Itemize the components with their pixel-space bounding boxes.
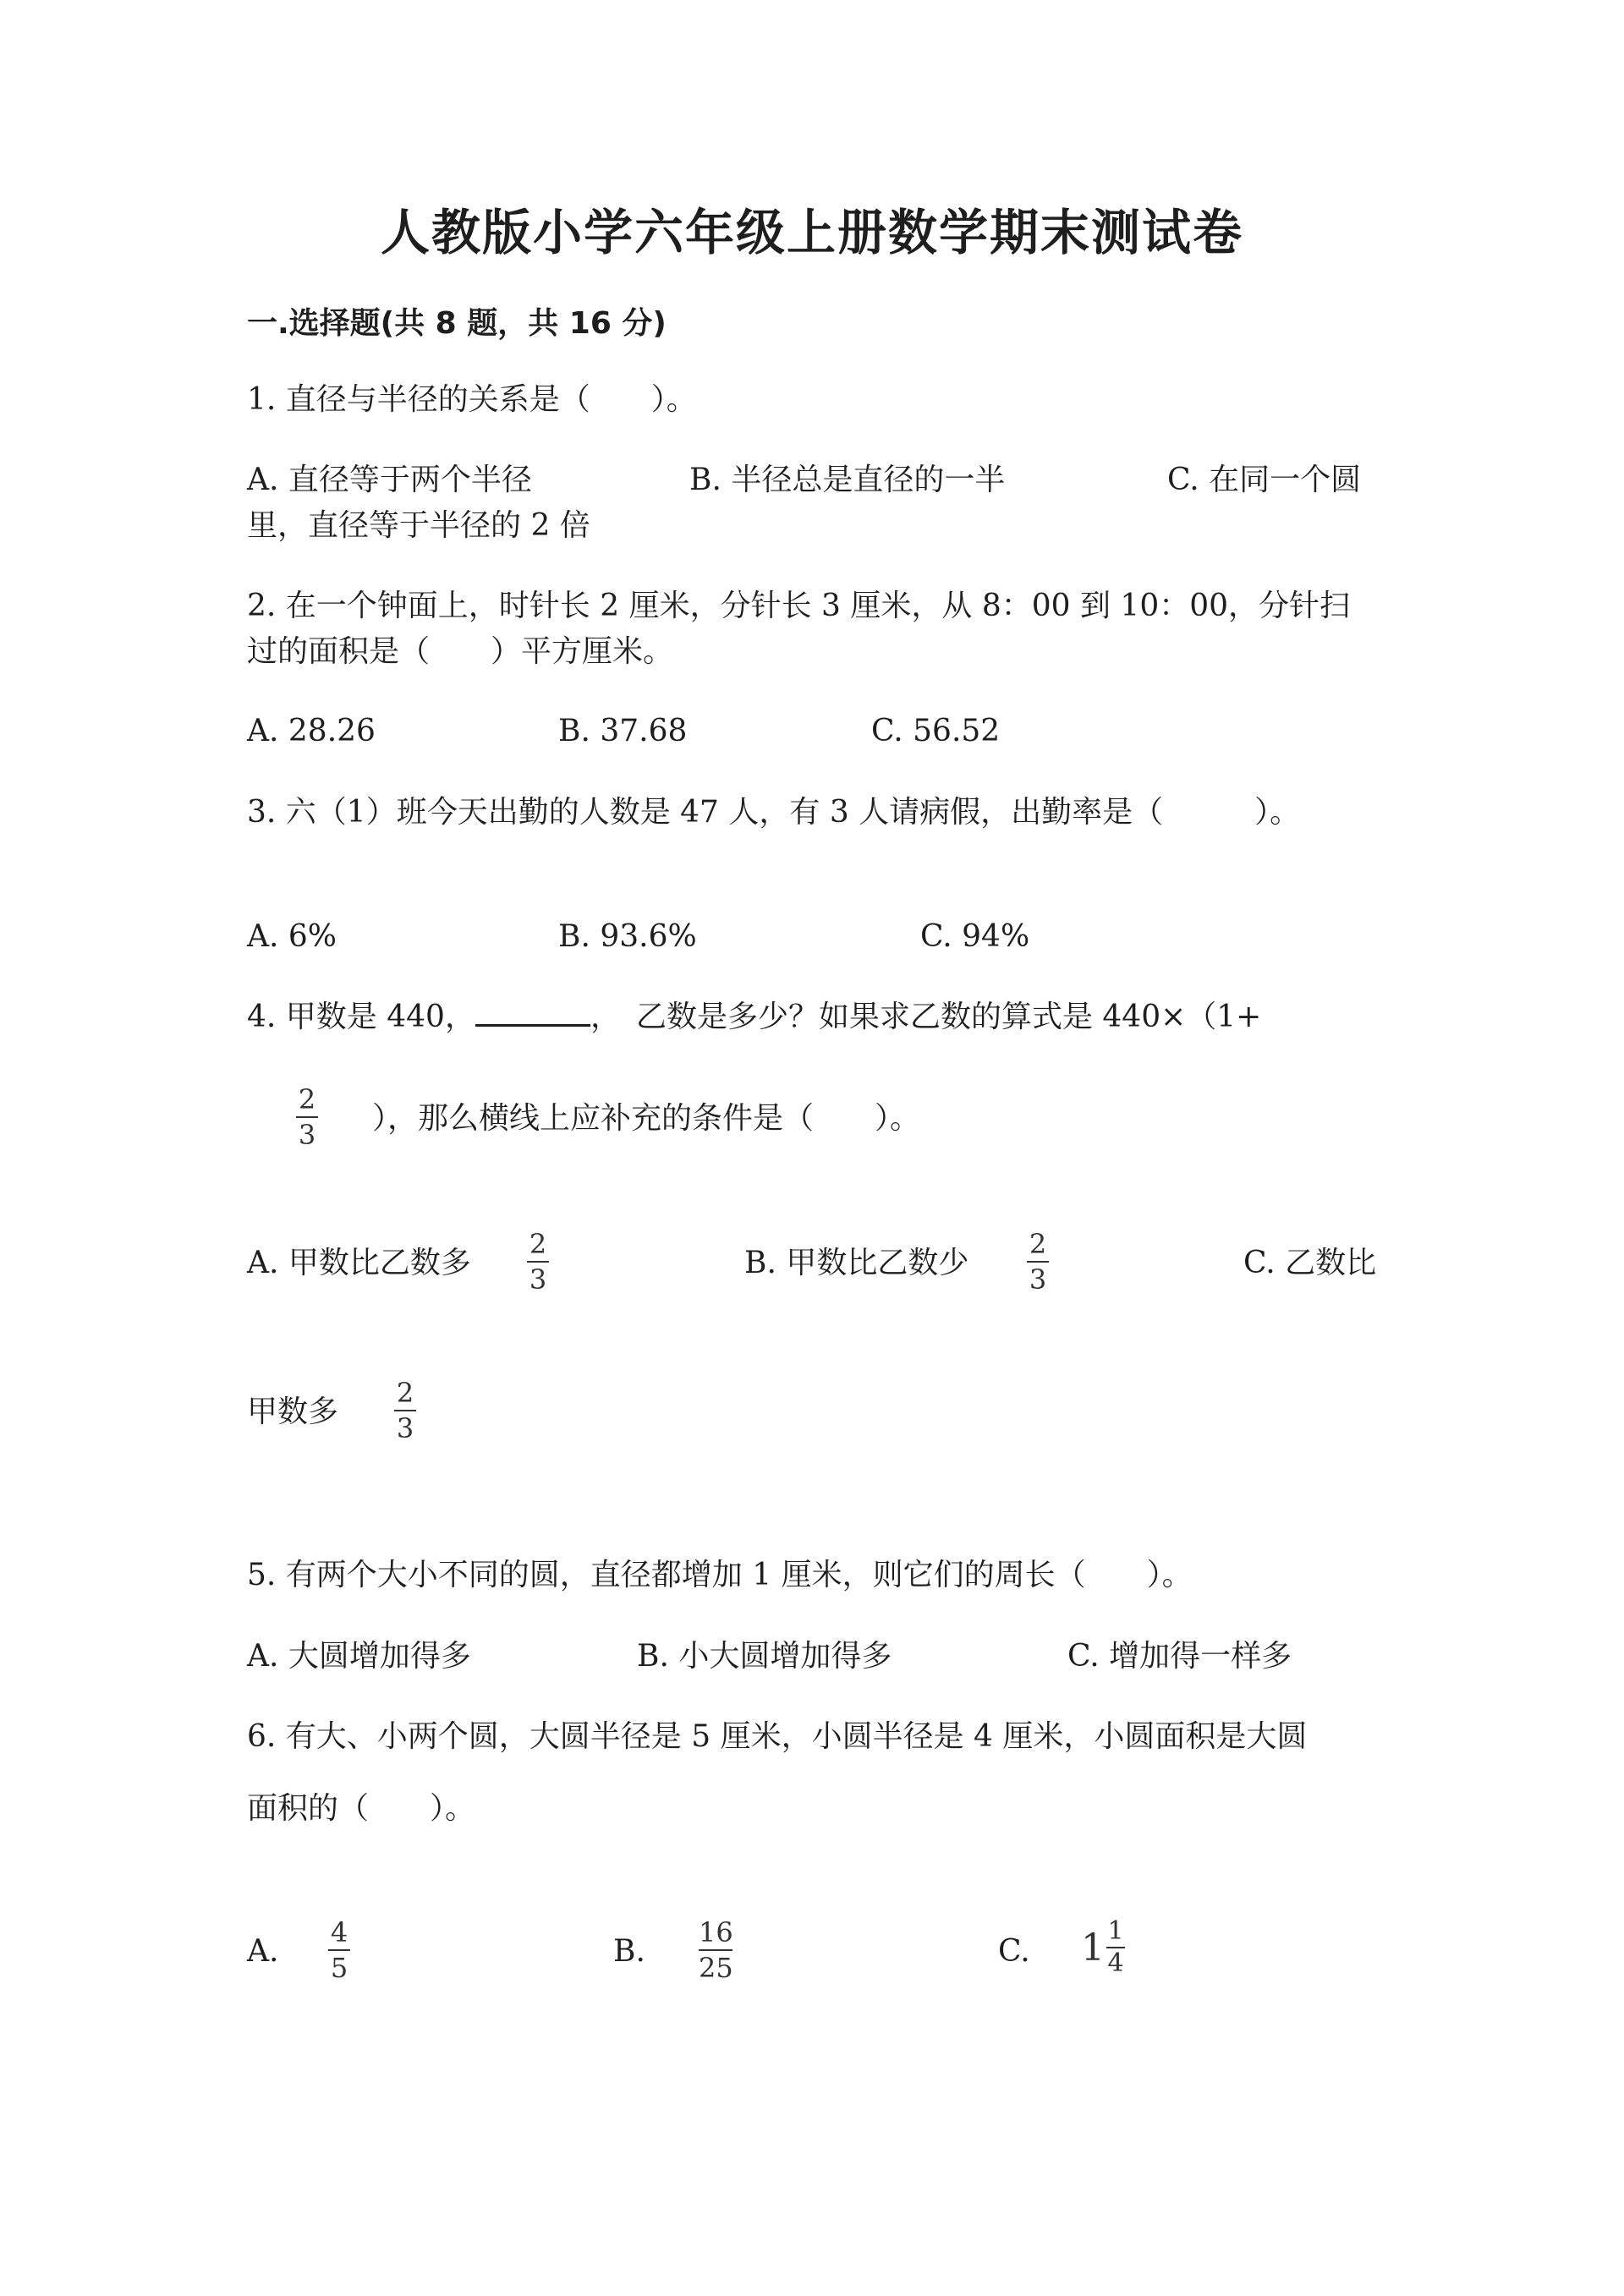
section-heading: 一.选择题(共 8 题，共 16 分) <box>247 306 667 341</box>
question-4-stem-line1 <box>247 995 1261 1040</box>
question-4-option-a[interactable]: A. 甲数比乙数多 <box>247 1246 471 1280</box>
question-3-option-a[interactable]: A. 6% <box>247 919 337 954</box>
question-3-option-b[interactable]: B. 93.6% <box>558 919 697 954</box>
question-4-stem-line2: ），那么横线上应补充的条件是（ ）。 <box>372 1101 921 1136</box>
question-6-option-c-mixed-number <box>1081 1918 1125 1977</box>
question-4-option-b[interactable]: B. 甲数比乙数少 <box>744 1246 969 1280</box>
question-2-option-c[interactable]: C. 56.52 <box>871 714 1001 748</box>
fraction-numerator: 2 <box>529 1228 547 1260</box>
question-4-option-a-fraction <box>527 1229 549 1295</box>
question-6-option-a[interactable]: A. <box>247 1934 279 1969</box>
question-4-option-c-fraction <box>394 1378 416 1444</box>
question-6-option-a-fraction <box>328 1917 350 1983</box>
fraction-numerator: 1 <box>1107 1916 1124 1946</box>
question-6-option-b-fraction <box>699 1917 733 1983</box>
question-4-stem-part2: ， 乙数是多少？如果求乙数的算式是 440×（1+ <box>590 1000 1262 1034</box>
fraction-denominator: 5 <box>330 1952 348 1984</box>
fraction-numerator: 2 <box>298 1083 316 1115</box>
fraction-numerator: 2 <box>1029 1228 1047 1260</box>
question-6-option-b[interactable]: B. <box>613 1934 645 1969</box>
question-3-option-c[interactable]: C. 94% <box>920 919 1030 954</box>
fraction-denominator: 3 <box>1029 1263 1047 1296</box>
question-2-stem-line1: 2. 在一个钟面上，时针长 2 厘米，分针长 3 厘米，从 8：00 到 10：00，分针扫 <box>247 589 1351 623</box>
fraction-numerator: 4 <box>330 1916 348 1948</box>
question-5-option-c[interactable]: C. 增加得一样多 <box>1067 1639 1292 1674</box>
question-1-option-b[interactable]: B. 半径总是直径的一半 <box>689 463 1006 497</box>
question-4-option-c[interactable]: C. 乙数比 <box>1243 1246 1377 1280</box>
question-2-stem-line2: 过的面积是（ ）平方厘米。 <box>247 634 674 669</box>
question-4-blank <box>475 995 590 1027</box>
fraction-denominator: 3 <box>529 1263 547 1296</box>
question-1-option-c[interactable]: C. 在同一个圆 <box>1167 463 1362 497</box>
question-4-stem-fraction <box>296 1084 318 1150</box>
question-2-option-b[interactable]: B. 37.68 <box>558 714 688 748</box>
question-3-stem: 3. 六（1）班今天出勤的人数是 47 人，有 3 人请病假，出勤率是（ ）。 <box>247 795 1301 830</box>
fraction-numerator: 2 <box>396 1377 414 1409</box>
question-5-option-b[interactable]: B. 小大圆增加得多 <box>637 1639 892 1674</box>
question-1-option-a[interactable]: A. 直径等于两个半径 <box>247 463 532 497</box>
question-4-stem-part1: 4. 甲数是 440， <box>247 1000 475 1034</box>
page-title: 人教版小学六年级上册数学期末测试卷 <box>380 204 1243 261</box>
question-4-option-c-cont: 甲数多 <box>247 1395 339 1429</box>
question-1-option-c-cont: 里，直径等于半径的 2 倍 <box>247 508 590 543</box>
question-1-stem: 1. 直径与半径的关系是（ ）。 <box>247 382 697 417</box>
question-5-stem: 5. 有两个大小不同的圆，直径都增加 1 厘米，则它们的周长（ ）。 <box>247 1558 1193 1592</box>
mixed-whole: 1 <box>1081 1926 1105 1970</box>
fraction-numerator: 16 <box>699 1916 733 1948</box>
question-6-option-c[interactable]: C. <box>998 1934 1030 1969</box>
mixed-fraction <box>1106 1918 1125 1977</box>
fraction-denominator: 3 <box>298 1119 316 1151</box>
fraction-denominator: 4 <box>1107 1948 1124 1978</box>
fraction-denominator: 3 <box>396 1412 414 1444</box>
question-6-stem-line2: 面积的（ ）。 <box>247 1791 476 1826</box>
question-4-option-b-fraction <box>1027 1229 1049 1295</box>
fraction-denominator: 25 <box>699 1952 733 1984</box>
question-2-option-a[interactable]: A. 28.26 <box>247 714 376 748</box>
question-6-stem-line1: 6. 有大、小两个圆，大圆半径是 5 厘米，小圆半径是 4 厘米，小圆面积是大圆 <box>247 1719 1308 1754</box>
question-5-option-a[interactable]: A. 大圆增加得多 <box>247 1639 471 1674</box>
